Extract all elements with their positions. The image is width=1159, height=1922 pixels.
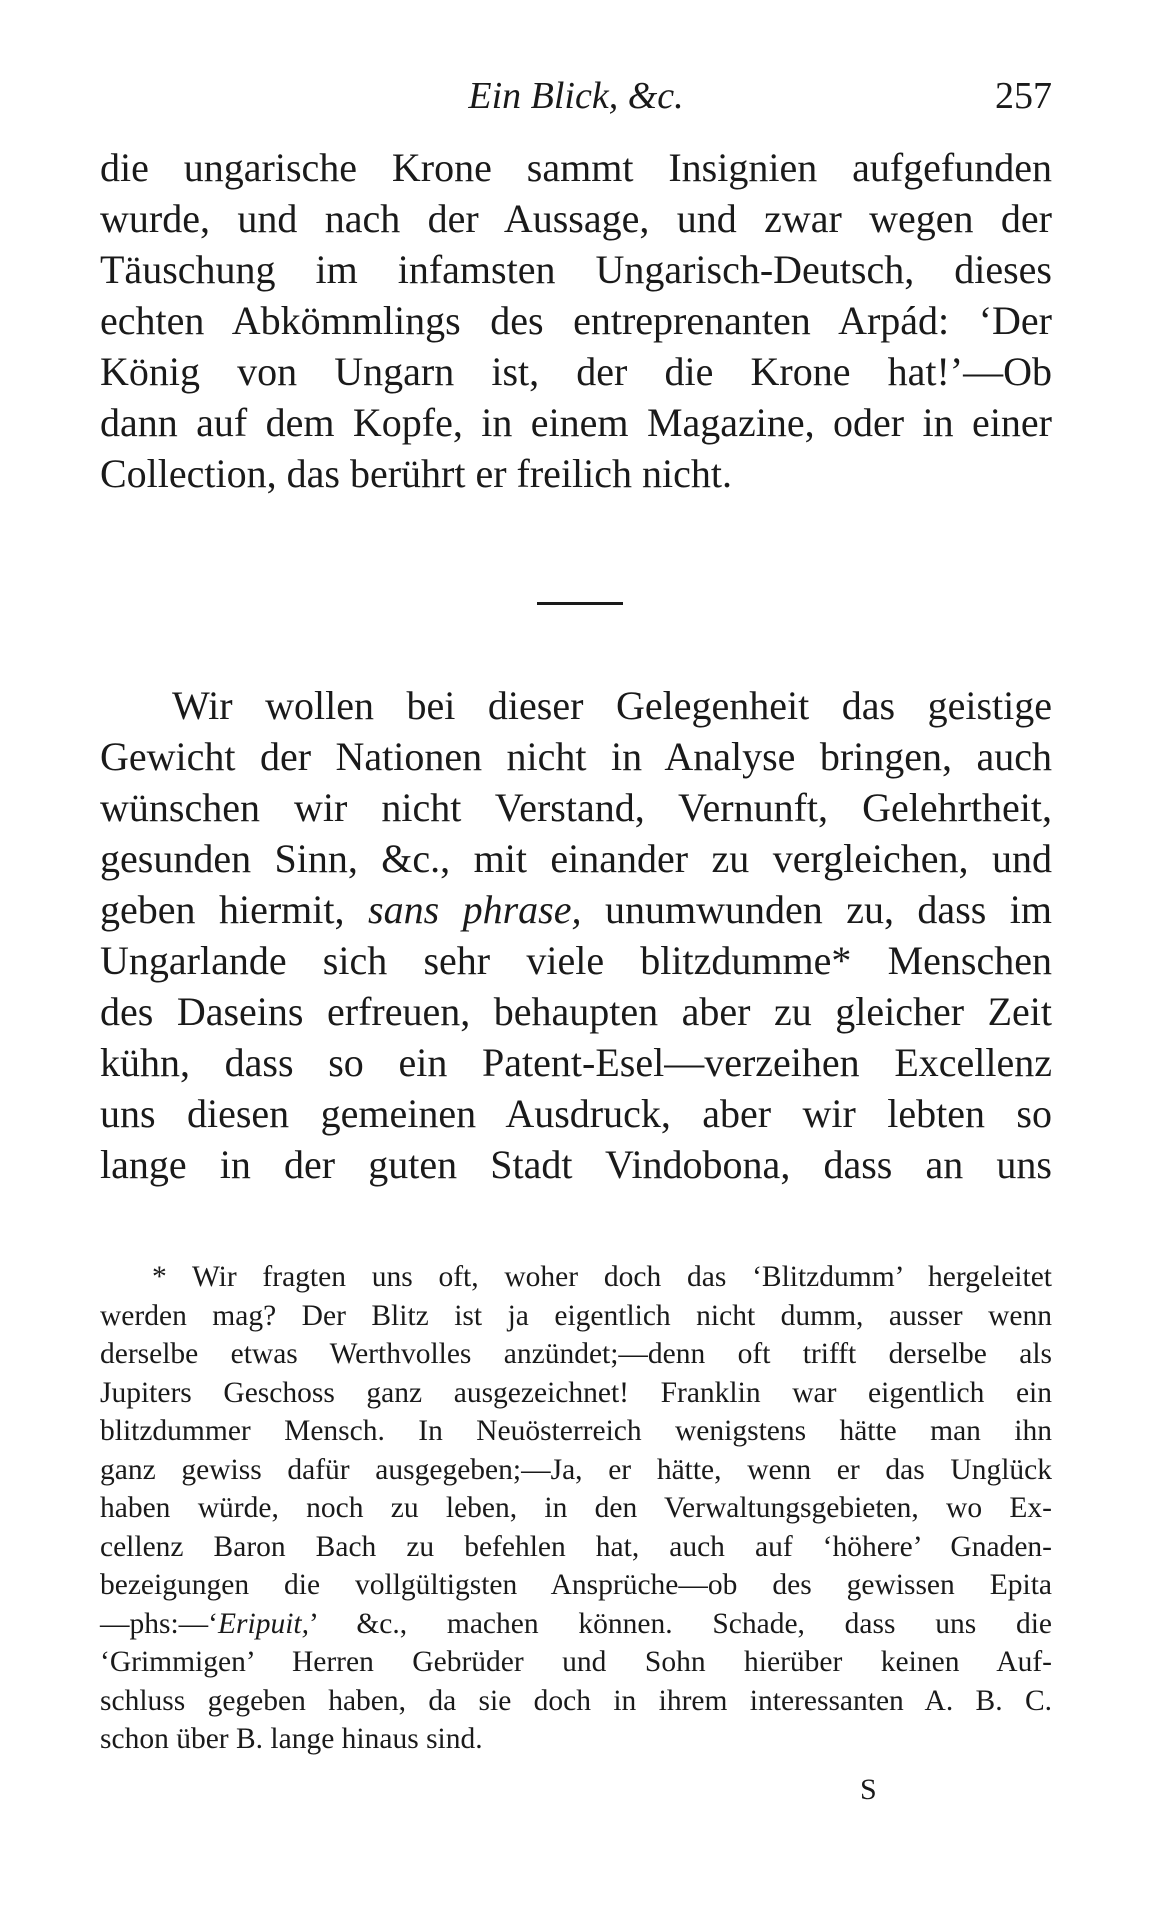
footnote-line: bezeigungen die vollgültigsten Ansprüche—ob des gewissen Epita — [100, 1569, 1052, 1601]
footnote-line: * Wir fragten uns oft, woher doch das ‘Blitzdumm’ hergeleitet — [152, 1261, 1052, 1293]
footnote-line: ganz gewiss dafür ausgegeben;—Ja, er hätte, wenn er das Unglück — [100, 1453, 1052, 1486]
text-segment: —phs:—‘ — [100, 1607, 218, 1640]
paragraph-continuation — [100, 142, 1052, 499]
footnote — [100, 1258, 1052, 1759]
footnote-line: derselbe etwas Werthvolles anzündet;—denn oft trifft derselbe als — [100, 1338, 1052, 1370]
footnote-line: blitzdummer Mensch. In Neuösterreich wenigstens hätte man ihn — [100, 1415, 1052, 1447]
footnote-line: werden mag? Der Blitz ist ja eigentlich nicht dumm, ausser wenn — [100, 1299, 1052, 1332]
text-line: des Daseins erfreuen, behaupten aber zu gleicher Zeit — [100, 989, 1052, 1034]
footnote-line: schluss gegeben haben, da sie doch in ihrem interessanten A. B. C. — [100, 1684, 1052, 1717]
text-line — [100, 884, 1052, 935]
text-line: Wir wollen bei dieser Gelegenheit das geistige — [172, 683, 1052, 728]
text-line: uns diesen gemeinen Ausdruck, aber wir lebten so — [100, 1091, 1052, 1136]
italic-phrase: Eripuit, — [218, 1607, 309, 1640]
footnote-line — [100, 1605, 1052, 1644]
text-line: wünschen wir nicht Verstand, Vernunft, Gelehrtheit, — [100, 785, 1052, 830]
page-number: 257 — [995, 75, 1052, 117]
text-line: Collection, das berührt er freilich nicht. — [100, 451, 733, 496]
text-line: Gewicht der Nationen nicht in Analyse bringen, auch — [100, 734, 1052, 779]
text-line: kühn, dass so ein Patent-Esel—verzeihen Excellenz — [100, 1040, 1052, 1085]
text-line: dann auf dem Kopfe, in einem Magazine, oder in einer — [100, 400, 1052, 445]
section-divider — [537, 602, 623, 605]
text-line: gesunden Sinn, &c., mit einander zu vergleichen, und — [100, 836, 1052, 881]
text-line: Täuschung im infamsten Ungarisch-Deutsch, dieses — [100, 247, 1052, 292]
text-line: König von Ungarn ist, der die Krone hat!’—Ob — [100, 349, 1052, 394]
text-segment: unumwunden zu, dass im — [604, 887, 1053, 932]
footnote-line: Jupiters Geschoss ganz ausgezeichnet! Franklin war eigentlich ein — [100, 1376, 1052, 1409]
running-title: Ein Blick, &c. — [468, 75, 684, 117]
text-line: lange in der guten Stadt Vindobona, dass an uns — [100, 1142, 1052, 1187]
footnote-line: haben würde, noch zu leben, in den Verwaltungsgebieten, wo Ex- — [100, 1492, 1052, 1524]
text-line: Ungarlande sich sehr viele blitzdumme* Menschen — [100, 938, 1052, 983]
text-line: wurde, und nach der Aussage, und zwar wegen der — [100, 196, 1052, 241]
italic-phrase: sans phrase, — [368, 887, 582, 932]
text-line: die ungarische Krone sammt Insignien aufgefunden — [100, 145, 1052, 190]
page-header — [100, 68, 1052, 124]
footnote-line: cellenz Baron Bach zu befehlen hat, auch auf ‘höhere’ Gnaden- — [100, 1530, 1052, 1563]
footnote-line: schon über B. lange hinaus sind. — [100, 1723, 483, 1755]
paragraph-main — [100, 680, 1052, 1190]
text-segment: geben hiermit, — [100, 887, 345, 932]
signature-mark: S — [860, 1773, 877, 1806]
footnote-line: ‘Grimmigen’ Herren Gebrüder und Sohn hierüber keinen Auf- — [100, 1646, 1052, 1678]
text-segment: ’ &c., machen können. Schade, dass uns die — [308, 1607, 1052, 1640]
text-line: echten Abkömmlings des entreprenanten Arpád: ‘Der — [100, 298, 1052, 343]
